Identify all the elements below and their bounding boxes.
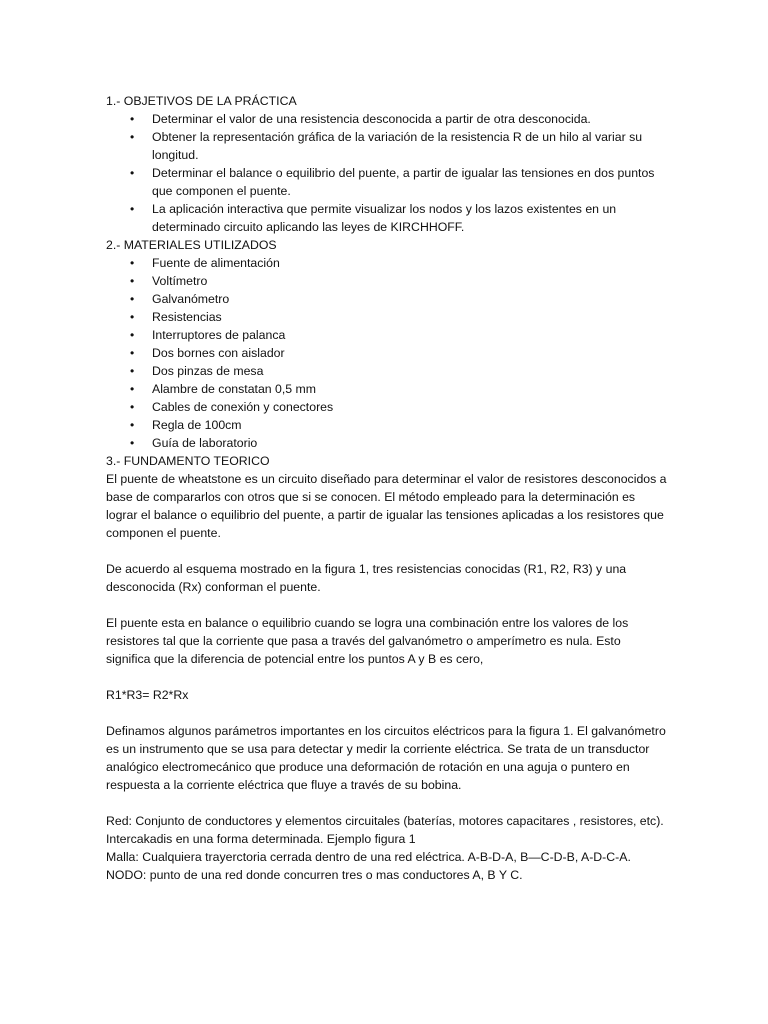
paragraph-galvanometro: Definamos algunos parámetros importantes en los circuitos eléctricos para la figura 1. El galvanómetro es un instrumento que se usa para detectar y medir la corriente eléctrica. Se trata de un transductor analógico electromecánico que produce una deformación de rotación en una aguja o puntero en respuesta a la corriente eléctrica que fluye a través de su bobina. <box>106 724 666 792</box>
list-item: • Galvanómetro <box>106 290 668 308</box>
list-item: • Determinar el valor de una resistencia desconocida a partir de otra desconocida. <box>106 110 668 128</box>
section-materiales <box>106 236 668 452</box>
definitions <box>106 812 668 884</box>
section-heading-objetivos: 1.- OBJETIVOS DE LA PRÁCTICA <box>106 94 297 108</box>
objetivos-list <box>106 110 668 236</box>
list-item: • Dos pinzas de mesa <box>106 362 668 380</box>
list-item: • Interruptores de palanca <box>106 326 668 344</box>
list-item: • Alambre de constatan 0,5 mm <box>106 380 668 398</box>
list-item: • Fuente de alimentación <box>106 254 668 272</box>
paragraph-wheatstone: El puente de wheatstone es un circuito diseñado para determinar el valor de resistores desconocidos a base de compararlos con otros que si se conocen. El método empleado para la determinación es lograr el balance o equilibrio del puente, a partir de igualar las tensiones aplicadas a los resistores que componen el puente. <box>106 472 667 540</box>
paragraph-balance: El puente esta en balance o equilibrio cuando se logra una combinación entre los valores de los resistores tal que la corriente que pasa a través del galvanómetro o amperímetro es nula. Esto significa que la diferencia de potencial entre los puntos A y B es cero, <box>106 616 629 666</box>
paragraph-esquema: De acuerdo al esquema mostrado en la figura 1, tres resistencias conocidas (R1, R2, R3) y una desconocida (Rx) conforman el puente. <box>106 562 627 594</box>
section-objetivos <box>106 92 668 236</box>
list-item: • La aplicación interactiva que permite visualizar los nodos y los lazos existentes en un determinado circuito aplicando las leyes de KIRCHHOFF. <box>106 200 668 236</box>
list-item: • Cables de conexión y conectores <box>106 398 668 416</box>
list-item: • Guía de laboratorio <box>106 434 668 452</box>
section-fundamento <box>106 452 668 884</box>
list-item: • Determinar el balance o equilibrio del puente, a partir de igualar las tensiones en dos puntos que componen el puente. <box>106 164 668 200</box>
section-heading-fundamento: 3.- FUNDAMENTO TEORICO <box>106 454 270 468</box>
list-item: • Regla de 100cm <box>106 416 668 434</box>
definition-nodo: NODO: punto de una red donde concurren tres o mas conductores A, B Y C. <box>106 868 523 882</box>
materiales-list <box>106 254 668 452</box>
equation: R1*R3= R2*Rx <box>106 688 189 702</box>
list-item: • Dos bornes con aislador <box>106 344 668 362</box>
list-item: • Resistencias <box>106 308 668 326</box>
definition-malla: Malla: Cualquiera trayerctoria cerrada dentro de una red eléctrica. A-B-D-A, B—C-D-B, A-D-C-A. <box>106 850 631 864</box>
section-heading-materiales: 2.- MATERIALES UTILIZADOS <box>106 238 277 252</box>
definition-red: Red: Conjunto de conductores y elementos circuitales (baterías, motores capacitares , resistores, etc). Intercakadis en una forma determinada. Ejemplo figura 1 <box>106 814 664 846</box>
list-item: • Obtener la representación gráfica de la variación de la resistencia R de un hilo al variar su longitud. <box>106 128 668 164</box>
list-item: • Voltímetro <box>106 272 668 290</box>
